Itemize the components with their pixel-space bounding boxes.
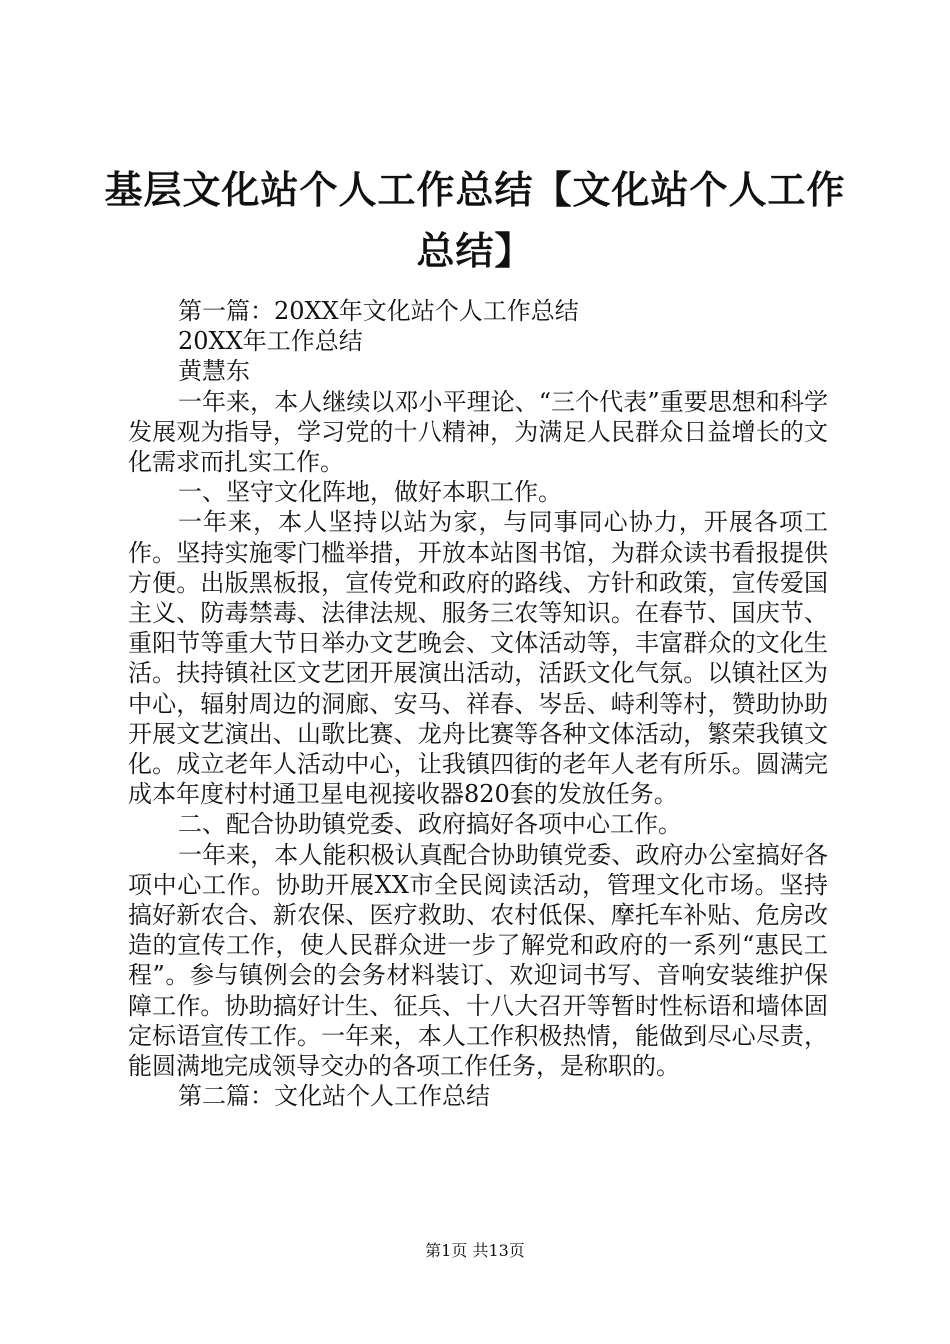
section-two-paragraph: 一年来，本人能积极认真配合协助镇党委、政府办公室搞好各项中心工作。协助开展XX市全民阅读活动，管理文化市场。坚持搞好新农合、新农保、医疗救助、农村低保、摩托车补贴、危房改造的宣传工作，使人民群众进一步了解党和政府的一系列“惠民工程”。参与镇例会的会务材料装订、欢迎词书写、音响安装维护保障工作。协助搞好计生、征兵、十八大召开等暂时性标语和墙体固定标语宣传工作。一年来，本人工作积极热情，能做到尽心尽责，能圆满地完成领导交办的各项工作任务，是称职的。	[128, 840, 828, 1081]
section-heading-two: 二、配合协助镇党委、政府搞好各项中心工作。	[178, 810, 682, 839]
document-body	[128, 296, 828, 1111]
subtitle-paragraph: 20XX年工作总结	[178, 327, 363, 356]
intro-paragraph: 一年来，本人继续以邓小平理论、“三个代表”重要思想和科学发展观为指导，学习党的十八精神，为满足人民群众日益增长的文化需求而扎实工作。	[128, 387, 828, 477]
section-one-paragraph: 一年来，本人坚持以站为家，与同事同心协力，开展各项工作。坚持实施零门槛举措，开放本站图书馆，为群众读书看报提供方便。出版黑板报，宣传党和政府的路线、方针和政策，宣传爱国主义、防毒禁毒、法律法规、服务三农等知识。在春节、国庆节、重阳节等重大节日举办文艺晚会、文体活动等，丰富群众的文化生活。扶持镇社区文艺团开展演出活动，活跃文化气氛。以镇社区为中心，辐射周边的洞廊、安马、祥春、岑岳、峙利等村，赞助协助开展文艺演出、山歌比赛、龙舟比赛等各种文体活动，繁荣我镇文化。成立老年人活动中心，让我镇四街的老年人老有所乐。圆满完成本年度村村通卫星电视接收器820套的发放任务。	[128, 508, 828, 809]
page-number-footer: 第1页 共13页	[425, 1241, 525, 1260]
section-heading-part-two: 第二篇：文化站个人工作总结	[178, 1082, 490, 1111]
section-heading-one: 一、坚守文化阵地，做好本职工作。	[178, 478, 562, 507]
document-title: 基层文化站个人工作总结【文化站个人工作总结】	[104, 168, 846, 273]
section-heading-part-one: 第一篇：20XX年文化站个人工作总结	[178, 297, 579, 325]
author-name: 黄慧东	[178, 357, 250, 386]
